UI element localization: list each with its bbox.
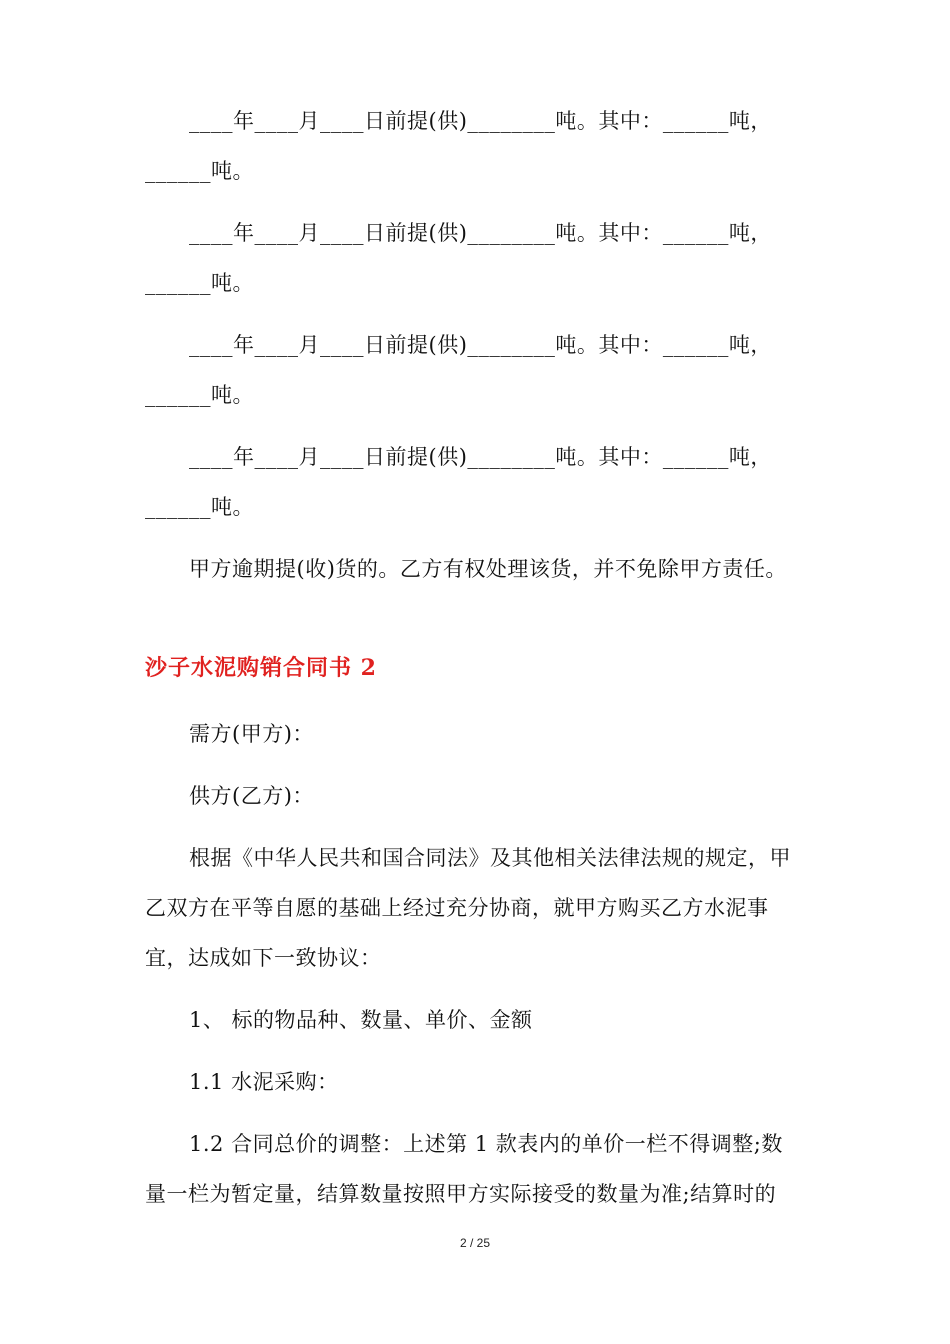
clause-1-heading: 1、 标的物品种、数量、单价、金额 [189,1008,533,1032]
overdue-clause: 甲方逾期提(收)货的。乙方有权处理该货，并不免除甲方责任。 [189,557,787,581]
delivery-schedule-line-1: ____年____月____日前提(供)________吨。其中：______吨， [189,109,772,133]
delivery-schedule-line-2: ____年____月____日前提(供)________吨。其中：______吨， [189,221,772,245]
delivery-schedule-line-3-cont: ______吨。 [145,383,254,407]
delivery-schedule-line-1-cont: ______吨。 [145,159,254,183]
preamble-line-3: 宜，达成如下一致协议： [145,946,382,970]
preamble-line-1: 根据《中华人民共和国合同法》及其他相关法律法规的规定，甲 [189,846,791,870]
party-a-label: 需方(甲方)： [189,722,314,746]
delivery-schedule-line-3: ____年____月____日前提(供)________吨。其中：______吨， [189,333,772,357]
clause-1-2-line-2: 量一栏为暂定量，结算数量按照甲方实际接受的数量为准;结算时的 [145,1182,777,1206]
delivery-schedule-line-4-cont: ______吨。 [145,495,254,519]
section-title: 沙子水泥购销合同书 2 [145,655,377,681]
clause-1-2-line-1: 1.2 合同总价的调整：上述第 1 款表内的单价一栏不得调整;数 [189,1132,783,1156]
delivery-schedule-line-2-cont: ______吨。 [145,271,254,295]
clause-1-1: 1.1 水泥采购： [189,1070,339,1094]
party-b-label: 供方(乙方)： [189,784,314,808]
delivery-schedule-line-4: ____年____月____日前提(供)________吨。其中：______吨， [189,445,772,469]
preamble-line-2: 乙双方在平等自愿的基础上经过充分协商，就甲方购买乙方水泥事 [145,896,769,920]
page-number: 2 / 25 [459,1236,491,1250]
